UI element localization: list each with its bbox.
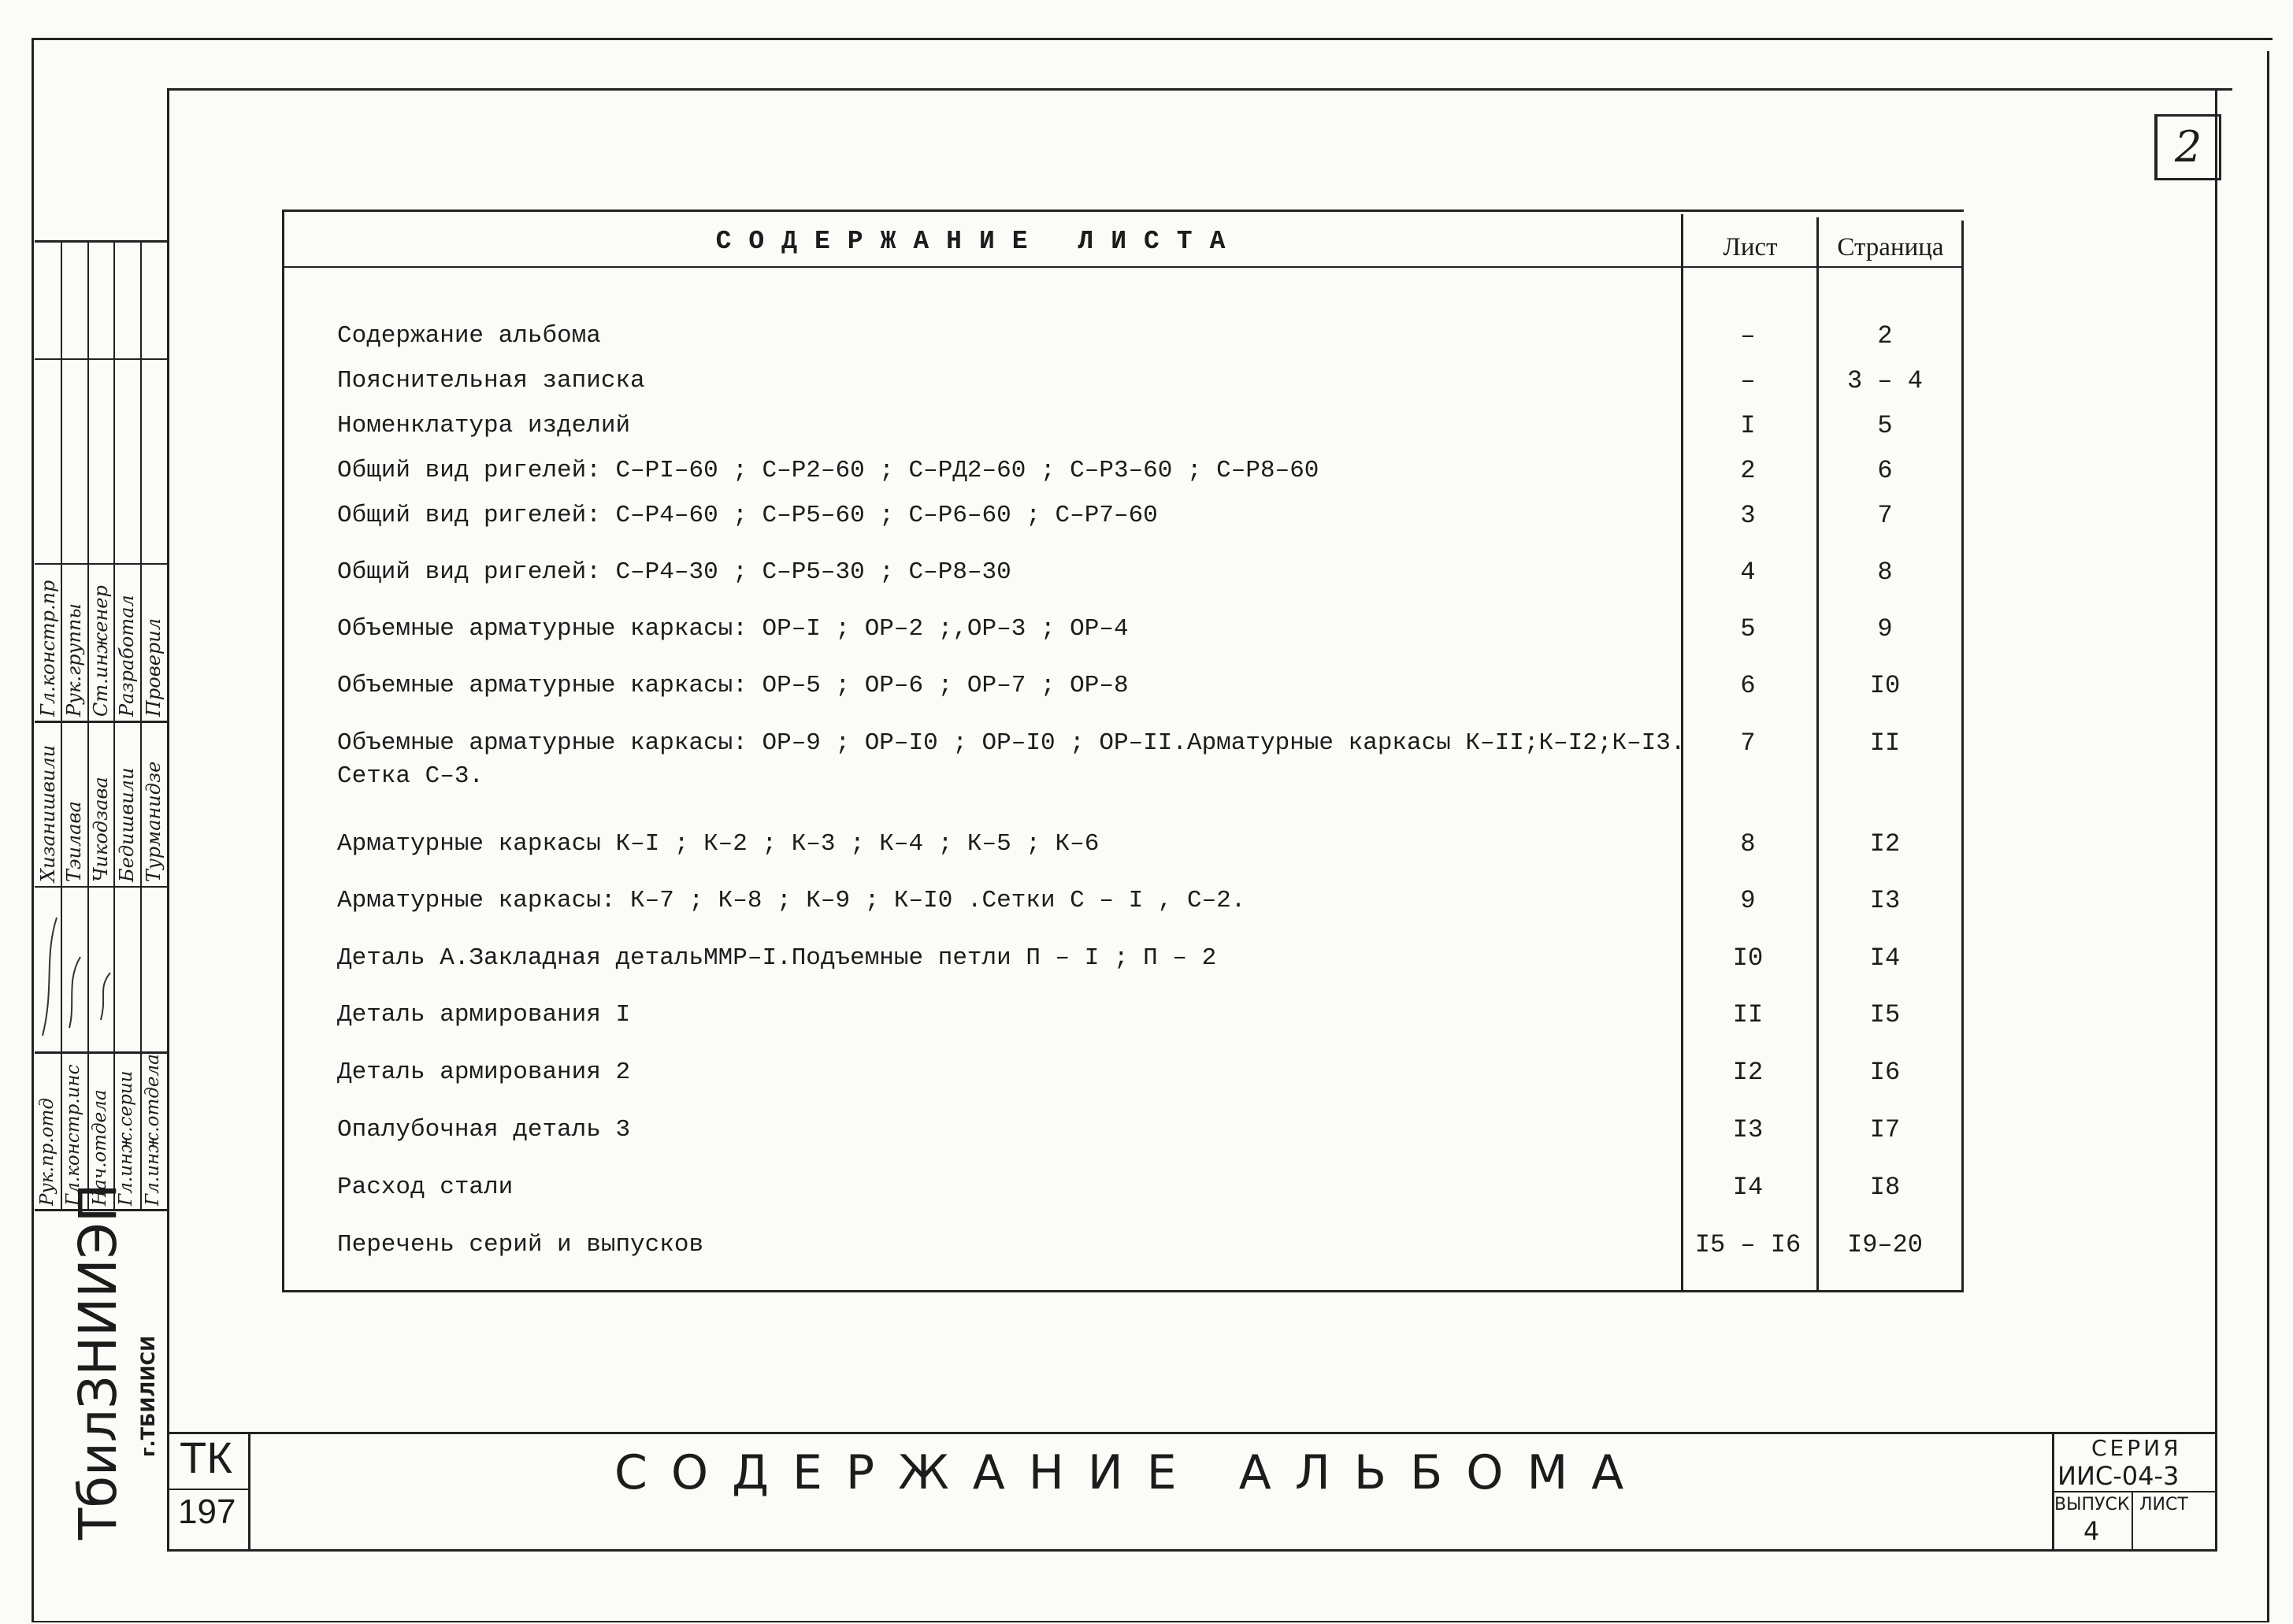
row-text: Пояснительная записка bbox=[337, 367, 645, 395]
title-number: 197 bbox=[178, 1492, 236, 1531]
row-text: Расход стали bbox=[337, 1174, 514, 1201]
stamp-name: Чикодзава bbox=[90, 777, 112, 882]
row-page: 9 bbox=[1877, 614, 1893, 643]
stamp-col-line bbox=[113, 240, 115, 1209]
table-row bbox=[282, 320, 1964, 354]
stamp-role: Рук.пр.отд bbox=[37, 1098, 58, 1206]
row-page: I3 bbox=[1869, 886, 1901, 915]
stamp-role: Гл.констр.инс bbox=[63, 1064, 83, 1206]
issue-sheet-split bbox=[2132, 1491, 2133, 1550]
table-row bbox=[282, 365, 1964, 399]
stamp-role: Проверил bbox=[143, 617, 165, 717]
row-text: Арматурные каркасы К–I ; К–2 ; К–3 ; К–4 ; К–5 ; К–6 bbox=[337, 830, 1100, 858]
table-header-rule bbox=[282, 266, 1964, 268]
row-page: 8 bbox=[1877, 558, 1893, 587]
table-title: СОДЕРЖАНИЕ ЛИСТА bbox=[715, 227, 1243, 256]
row-page: I6 bbox=[1869, 1058, 1901, 1087]
row-page: I0 bbox=[1869, 671, 1901, 700]
table-row bbox=[282, 613, 1964, 647]
table-row bbox=[282, 1171, 1964, 1206]
row-text: Опалубочная деталь 3 bbox=[337, 1116, 631, 1144]
row-text: Общий вид ригелей: С–РI–60 ; С–Р2–60 ; С–РД2–60 ; С–Р3–60 ; С–Р8–60 bbox=[337, 457, 1319, 484]
sheet-number-box: 2 bbox=[2154, 114, 2221, 180]
row-sheet: 2 bbox=[1740, 456, 1756, 485]
row-text: Номенклатура изделий bbox=[337, 412, 631, 439]
sheet-label: ЛИСТ bbox=[2139, 1495, 2188, 1515]
stamp-rule bbox=[35, 886, 167, 888]
stamp-role: Гл.инж.отдела bbox=[143, 1054, 163, 1206]
table-row bbox=[282, 669, 1964, 704]
table-row bbox=[282, 1056, 1964, 1091]
table-border-top bbox=[282, 209, 1964, 212]
row-text-continued: Сетка С–3. bbox=[337, 762, 484, 790]
table-row bbox=[282, 1229, 1964, 1263]
row-text: Деталь армирования 2 bbox=[337, 1059, 631, 1086]
row-text: Объемные арматурные каркасы: ОР–5 ; ОР–6 ; ОР–7 ; ОР–8 bbox=[337, 672, 1129, 699]
row-page: 6 bbox=[1877, 456, 1893, 485]
row-page: I2 bbox=[1869, 829, 1901, 858]
stamp-name: Бедишвили bbox=[116, 767, 138, 882]
row-text: Общий вид ригелей: С–Р4–30 ; С–Р5–30 ; С–Р8–30 bbox=[337, 558, 1011, 586]
row-sheet: 6 bbox=[1740, 671, 1756, 700]
row-page: I4 bbox=[1869, 944, 1901, 973]
album-title: СОДЕРЖАНИЕ АЛЬБОМА bbox=[614, 1445, 1648, 1500]
table-row bbox=[282, 410, 1964, 444]
row-sheet: 4 bbox=[1740, 558, 1756, 587]
row-page: I9–20 bbox=[1846, 1230, 1923, 1259]
table-row bbox=[282, 1114, 1964, 1148]
row-sheet: – bbox=[1740, 366, 1756, 395]
stamp-rule bbox=[35, 563, 167, 565]
stamp-role: Ст.инженер bbox=[90, 585, 112, 717]
row-page: 7 bbox=[1877, 501, 1893, 530]
signature-marks bbox=[35, 894, 167, 1051]
frame-right-outer bbox=[2267, 51, 2269, 1622]
stamp-rule bbox=[35, 358, 167, 360]
table-row bbox=[282, 999, 1964, 1033]
row-sheet: I5 – I6 bbox=[1694, 1230, 1801, 1259]
series-value: ИИС-04-3 bbox=[2057, 1461, 2180, 1491]
contents-table bbox=[282, 209, 1964, 1292]
header-page: Страница bbox=[1837, 233, 1944, 261]
row-sheet: I4 bbox=[1732, 1173, 1764, 1202]
row-sheet: II bbox=[1732, 1000, 1764, 1029]
row-sheet: I bbox=[1740, 411, 1756, 440]
organization-city: г.ТБИЛИСИ bbox=[137, 1335, 159, 1457]
row-sheet: 7 bbox=[1740, 729, 1756, 758]
row-text: Перечень серий и выпусков bbox=[337, 1231, 704, 1259]
row-text: Деталь А.Закладная детальММР–I.Подъемные петли П – I ; П – 2 bbox=[337, 944, 1217, 972]
issue-label: ВЫПУСК bbox=[2054, 1495, 2130, 1515]
organization-name: ТбилЗНИИЭП bbox=[68, 1183, 128, 1540]
stamp-rule bbox=[35, 240, 167, 243]
title-block-top bbox=[167, 1432, 2217, 1434]
row-sheet: – bbox=[1740, 321, 1756, 350]
row-page: II bbox=[1869, 729, 1901, 758]
series-label: СЕРИЯ bbox=[2091, 1435, 2182, 1461]
frame-top-outer bbox=[32, 38, 2273, 40]
stamp-rule bbox=[35, 721, 167, 723]
row-text: Общий вид ригелей: С–Р4–60 ; С–Р5–60 ; С–Р6–60 ; С–Р7–60 bbox=[337, 502, 1158, 529]
stamp-col-line bbox=[61, 240, 62, 1209]
stamp-role: Гл.инж.серии bbox=[116, 1070, 136, 1206]
title-block-split bbox=[167, 1489, 249, 1490]
table-row bbox=[282, 727, 1964, 798]
row-text: Объемные арматурные каркасы: ОР–I ; ОР–2 ;,ОР–3 ; ОР–4 bbox=[337, 615, 1129, 643]
table-row bbox=[282, 828, 1964, 862]
frame-bottom-inner bbox=[167, 1549, 2217, 1552]
row-sheet: I3 bbox=[1732, 1115, 1764, 1144]
frame-top-inner bbox=[167, 88, 2232, 91]
row-sheet: 8 bbox=[1740, 829, 1756, 858]
table-row bbox=[282, 499, 1964, 534]
stamp-column bbox=[35, 240, 167, 1548]
stamp-role: Разработал bbox=[116, 595, 138, 717]
stamp-col-line bbox=[87, 240, 89, 1209]
row-sheet: 3 bbox=[1740, 501, 1756, 530]
issue-value: 4 bbox=[2083, 1516, 2100, 1546]
stamp-name: Тэилава bbox=[63, 801, 85, 882]
title-code: ТК bbox=[180, 1433, 232, 1482]
row-page: 3 – 4 bbox=[1846, 366, 1923, 395]
row-page: 5 bbox=[1877, 411, 1893, 440]
frame-left-inner bbox=[167, 88, 169, 1549]
row-page: I8 bbox=[1869, 1173, 1901, 1202]
table-row bbox=[282, 942, 1964, 977]
frame-right-inner bbox=[2215, 88, 2217, 1552]
stamp-name: Турманидзе bbox=[143, 761, 165, 882]
row-sheet: I0 bbox=[1732, 944, 1764, 973]
title-block-sep-1 bbox=[248, 1432, 250, 1550]
row-sheet: I2 bbox=[1732, 1058, 1764, 1087]
row-sheet: 5 bbox=[1740, 614, 1756, 643]
frame-left-outer bbox=[32, 38, 34, 1622]
row-text: Объемные арматурные каркасы: ОР–9 ; ОР–I0 ; ОР–I0 ; ОР–II.Арматурные каркасы К–II;К–I2;К–I3. bbox=[337, 729, 1686, 757]
stamp-role: Гл.констр.пр bbox=[37, 580, 59, 717]
frame-bottom-outer bbox=[32, 1621, 2269, 1622]
stamp-col-line bbox=[140, 240, 142, 1209]
stamp-role: Нач.отдела bbox=[90, 1089, 110, 1206]
series-split bbox=[2052, 1491, 2217, 1492]
stamp-name: Хизанишвили bbox=[37, 744, 59, 882]
header-sheet: Лист bbox=[1723, 233, 1778, 261]
row-text: Содержание альбома bbox=[337, 322, 601, 350]
stamp-role: Рук.группы bbox=[63, 603, 85, 717]
row-text: Арматурные каркасы: К–7 ; К–8 ; К–9 ; К–I0 .Сетки С – I , С–2. bbox=[337, 887, 1246, 914]
row-page: I7 bbox=[1869, 1115, 1901, 1144]
row-page: 2 bbox=[1877, 321, 1893, 350]
row-page: I5 bbox=[1869, 1000, 1901, 1029]
table-row bbox=[282, 884, 1964, 919]
table-border-bottom bbox=[282, 1290, 1964, 1292]
table-row bbox=[282, 454, 1964, 489]
table-row bbox=[282, 556, 1964, 591]
row-text: Деталь армирования I bbox=[337, 1001, 631, 1029]
row-sheet: 9 bbox=[1740, 886, 1756, 915]
